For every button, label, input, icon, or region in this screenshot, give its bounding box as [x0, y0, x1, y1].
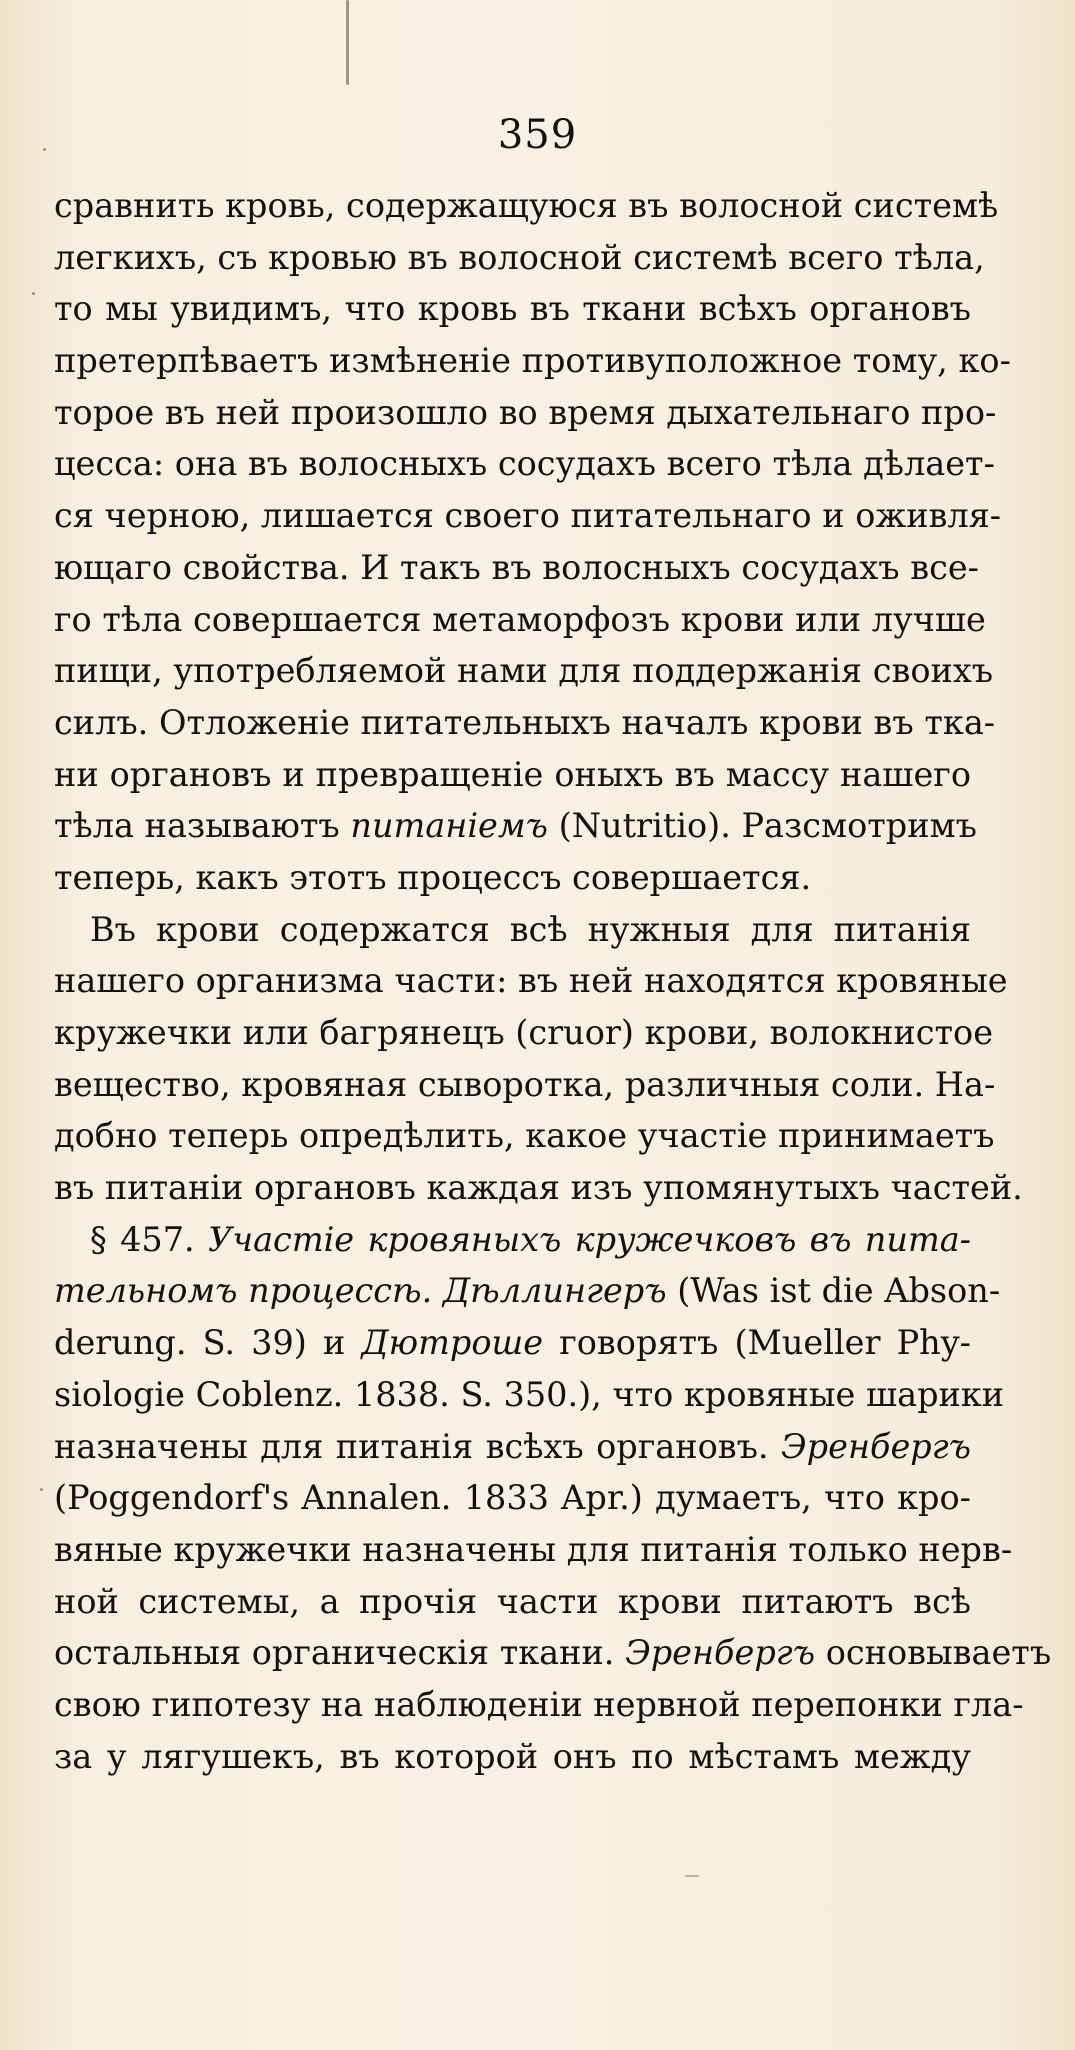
text-segment: нашего организма части: въ ней находятся кровяные [54, 961, 1008, 1001]
text-line [54, 1679, 1024, 1731]
text-line [54, 697, 996, 749]
text-line [54, 1524, 1013, 1576]
text-segment: ни органовъ и превращеніе оныхъ въ массу нашего [54, 754, 971, 794]
text-line [54, 749, 971, 801]
text-segment: говорятъ (Mueller Phy- [543, 1323, 971, 1363]
text-line [54, 955, 1008, 1007]
text-segment: то мы увидимъ, что кровь въ ткани всѣхъ органовъ [54, 289, 971, 329]
text-segment: назначены для питанія всѣхъ органовъ. [54, 1426, 782, 1466]
text-segment: основываетъ [815, 1633, 1052, 1673]
body-text [54, 180, 1052, 1782]
text-line [54, 1576, 971, 1628]
text-segment: за у лягушекъ, въ которой онъ по мѣстамъ между [54, 1736, 971, 1776]
text-segment: остальныя органическія ткани. [54, 1633, 626, 1673]
text-segment: siologie Coblenz. 1838. S. 350.), что кровяные шарики [54, 1374, 1005, 1414]
text-segment: въ питаніи органовъ каждая изъ упомянутыхъ частей. [54, 1168, 1023, 1208]
text-segment: тѣла называютъ [54, 806, 351, 846]
text-line [54, 180, 999, 232]
text-line [54, 438, 995, 490]
italic-text: питаніемъ [350, 806, 548, 846]
text-segment: теперь, какъ этотъ процессъ совершается. [54, 857, 812, 897]
text-segment: ся черною, лишается своего питательнаго и оживля- [54, 496, 1002, 536]
text-segment: Въ крови содержатся всѣ нужныя для питанія [90, 909, 971, 949]
text-line [54, 1162, 1023, 1214]
text-line [54, 1007, 994, 1059]
text-segment: сравнить кровь, содержащуюся въ волосной системѣ [54, 186, 999, 225]
print-speck [40, 1488, 43, 1491]
text-segment: (Poggendorf's Annalen. 1833 Apr.) думаетъ, что кро- [54, 1478, 971, 1518]
italic-text: Дютроше [361, 1323, 544, 1363]
print-speck [43, 148, 46, 151]
text-segment: кружечки или багрянецъ (cruor) крови, волокнистое [54, 1013, 994, 1052]
text-line [54, 1110, 995, 1162]
print-artifact [685, 1875, 699, 1877]
text-line [54, 387, 997, 439]
text-segment: пищи, употребляемой нами для поддержанія своихъ [54, 651, 994, 691]
text-line [54, 1317, 971, 1369]
text-segment: derung. S. 39) и [54, 1323, 362, 1363]
text-line [54, 1059, 996, 1111]
text-segment: § 457. [90, 1219, 209, 1259]
text-segment: ющаго свойства. И такъ въ волосныхъ сосудахъ все- [54, 547, 979, 587]
text-line [54, 904, 971, 956]
text-line [54, 645, 994, 697]
text-line [54, 1731, 971, 1783]
text-segment: торое въ ней произошло во время дыхательнаго про- [54, 392, 997, 432]
text-line [54, 852, 971, 904]
text-segment: добно теперь опредѣлить, какое участіе принимаетъ [54, 1116, 995, 1156]
text-line [54, 232, 985, 284]
text-line [54, 1472, 971, 1524]
text-segment: легкихъ, съ кровью въ волосной системѣ всего тѣла, [54, 237, 985, 277]
text-line [54, 542, 979, 594]
text-segment: ной системы, а прочія части крови питаютъ всѣ [54, 1581, 971, 1621]
text-segment: претерпѣваетъ измѣненіе противуположное тому, ко- [54, 341, 1011, 381]
text-line [54, 800, 977, 852]
text-segment: силъ. Отложеніе питательныхъ началъ крови въ тка- [54, 702, 996, 742]
text-line [54, 335, 1011, 387]
text-line [54, 594, 986, 646]
text-segment: вещество, кровяная сыворотка, различныя соли. На- [54, 1064, 996, 1104]
page-number: 359 [497, 112, 578, 158]
text-line [54, 1265, 1001, 1317]
text-line [54, 490, 1002, 542]
text-line [54, 1627, 1052, 1679]
print-speck [32, 292, 35, 295]
text-line [54, 1214, 971, 1266]
text-segment: свою гипотезу на наблюденіи нервной перепонки гла- [54, 1684, 1024, 1724]
binding-mark [346, 0, 349, 85]
italic-text: Участіе кровяныхъ кружечковъ въ пита- [208, 1219, 972, 1259]
text-line [54, 283, 971, 335]
text-segment: (Was ist die Abson- [666, 1271, 1001, 1311]
text-segment: го тѣла совершается метаморфозъ крови или лучше [54, 599, 986, 639]
text-segment: цесса: она въ волосныхъ сосудахъ всего тѣла дѣлает- [54, 444, 995, 484]
italic-text: Эренбергъ [781, 1426, 971, 1466]
text-line [54, 1421, 971, 1473]
text-segment: вяные кружечки назначены для питанія только нерв- [54, 1529, 1013, 1569]
text-line [54, 1369, 1005, 1421]
italic-text: Эренбергъ [625, 1633, 816, 1673]
italic-text: тельномъ процессѣ. Дѣллингеръ [54, 1271, 667, 1311]
text-segment: (Nutritio). Разсмотримъ [547, 806, 977, 846]
